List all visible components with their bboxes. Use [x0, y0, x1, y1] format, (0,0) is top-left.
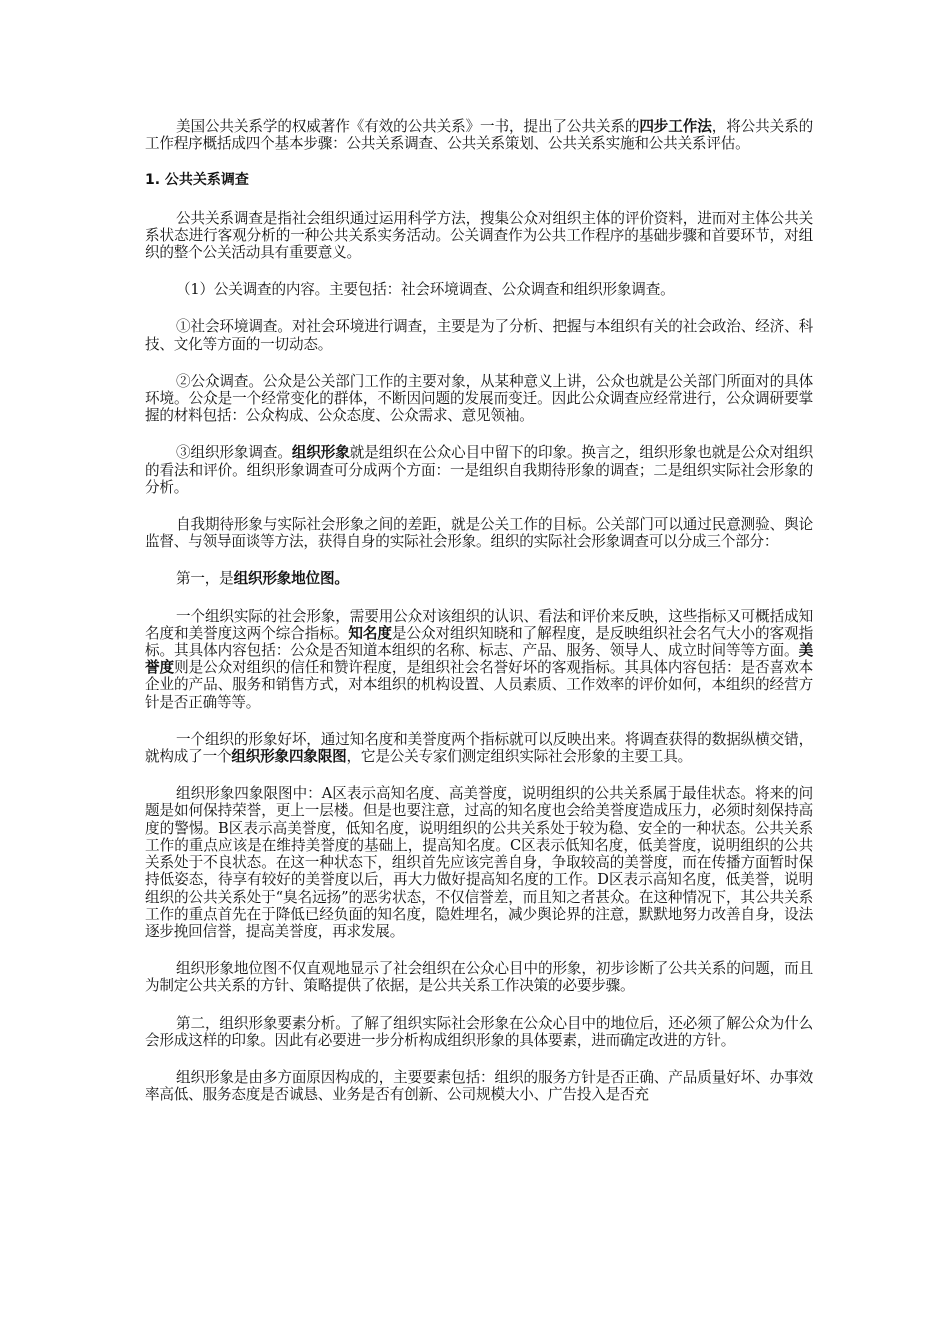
text-run: ，它是公关专家们测定组织实际社会形象的主要工具。 [346, 748, 692, 766]
paragraph-social-environment: ①社会环境调查。对社会环境进行调查，主要是为了分析、把握与本组织有关的社会政治、经济、科技、文化等方面的一切动态。 [145, 318, 813, 353]
paragraph-second-part: 第二，组织形象要素分析。了解了组织实际社会形象在公众心目中的地位后，还必须了解公众为什么会形成这样的印象。因此有必要进一步分析构成组织形象的具体要素，进而确定改进的方针。 [145, 1014, 813, 1049]
text-run: 第一，是 [176, 570, 234, 588]
bold-term-reputation: 美誉度 [145, 642, 813, 677]
text-run: ，将公共关系的工作程序概括成四个基本步骤：公共关系调查、公共关系策划、公共关系实施和公共关系评估。 [145, 118, 813, 153]
bold-term-popularity: 知名度 [348, 624, 392, 642]
paragraph-image-gap: 自我期待形象与实际社会形象之间的差距，就是公关工作的目标。公关部门可以通过民意测验、舆论监督、与领导面谈等方法，获得自身的实际社会形象。组织的实际社会形象调查可以分成三个部分： [145, 516, 813, 551]
text-run: 是公众对组织知晓和了解程度，是反映组织社会名气大小的客观指标。其具体内容包括：公众是否知道本组织的名称、标志、产品、服务、领导人、成立时间等等方面。 [145, 624, 813, 660]
paragraph-first-part [145, 570, 813, 587]
text-run: 一个组织的形象好坏，通过知名度和美誉度两个指标就可以反映出来。将调查获得的数据纵横交错，就构成了一个 [145, 730, 813, 766]
intro-paragraph [145, 118, 813, 152]
paragraph-quadrant-intro [145, 731, 813, 765]
paragraph-survey-definition: 公共关系调查是指社会组织通过运用科学方法，搜集公众对组织主体的评价资料，进而对主体公共关系状态进行客观分析的一种公共关系实务活动。公关调查作为公共工作程序的基础步骤和首要环节，对组织的整个公关活动具有重要意义。 [145, 209, 813, 262]
section-heading: 1. 公共关系调查 [145, 172, 249, 189]
paragraph-public-survey: ②公众调查。公众是公关部门工作的主要对象，从某种意义上讲，公众也就是公关部门所面对的具体环境。公众是一个经常变化的群体，不断因问题的发展而变迁。因此公众调查应经常进行，公众调研要掌握的材料包括：公众构成、公众态度、公众需求、意见领袖。 [145, 372, 813, 425]
text-run: 则是公众对组织的信任和赞许程度，是组织社会名誉好坏的客观指标。其具体内容包括：是否喜欢本企业的产品、服务和销售方式，对本组织的机构设置、人员素质、工作效率的评价如何，本组织的经营方针是否正确等等。 [145, 659, 813, 711]
bold-term-four-quadrant-map: 组织形象四象限图 [231, 748, 347, 766]
text-run: ③组织形象调查。 [176, 444, 292, 462]
document-body [145, 118, 813, 1123]
bold-term-four-step-method: 四步工作法 [639, 118, 712, 135]
paragraph-quadrant-detail: 组织形象四象限图中：A区表示高知名度、高美誉度，说明组织的公共关系属于最佳状态。将来的问题是如何保持荣誉，更上一层楼。但是也要注意，过高的知名度也会给美誉度造成压力，必须时刻保持高度的警惕。B区表示高美誉度，低知名度，说明组织的公共关系处于较为稳、安全的一种状态。公共关系工作的重点应该是在维持美誉度的基础上，提高知名度。C区表示低知名度，低美誉度，说明组织的公共关系处于不良状态。在这一种状态下，组织首先应该完善自身，争取较高的美誉度，而在传播方面暂时保持低姿态，待享有较好的美誉度以后，再大力做好提高知名度的工作。D区表示高知名度，低美誉，说明组织的公共关系处于“臭名远扬”的恶劣状态，不仅信誉差，而且知之者甚众。在这种情况下，其公共关系工作的重点首先在于降低已经负面的知名度，隐姓埋名，减少舆论界的注意，默默地努力改善自身，设法逐步挽回信誉，提高美誉度，再求发展。 [145, 785, 813, 940]
text-run: 一个组织实际的社会形象，需要用公众对该组织的认识、看法和评价来反映，这些指标又可概括成知名度和美誉度这两个综合指标。 [145, 607, 813, 642]
paragraph-survey-content: （1）公关调查的内容。主要包括：社会环境调查、公众调查和组织形象调查。 [176, 281, 675, 299]
text-run: 就是组织在公众心目中留下的印象。换言之，组织形象也就是公众对组织的看法和评价。组织形象调查可分成两个方面：一是组织自我期待形象的调查；二是组织实际社会形象的分析。 [145, 444, 814, 496]
paragraph-map-value: 组织形象地位图不仅直观地显示了社会组织在公众心目中的形象，初步诊断了公共关系的问题，而且为制定公共关系的方针、策略提供了依据，是公共关系工作决策的必要步骤。 [145, 960, 813, 995]
paragraph-image-survey [145, 444, 813, 496]
text-run: 美国公共关系学的权威著作《有效的公共关系》一书，提出了公共关系的 [176, 118, 640, 135]
paragraph-image-elements: 组织形象是由多方面原因构成的，主要要素包括：组织的服务方针是否正确、产品质量好坏、办事效率高低、服务态度是否诚恳、业务是否有创新、公司规模大小、广告投入是否充 [145, 1068, 813, 1104]
bold-term-organization-image: 组织形象 [291, 444, 350, 462]
paragraph-indicators [145, 608, 813, 711]
bold-term-image-position-map: 组织形象地位图。 [233, 570, 349, 588]
